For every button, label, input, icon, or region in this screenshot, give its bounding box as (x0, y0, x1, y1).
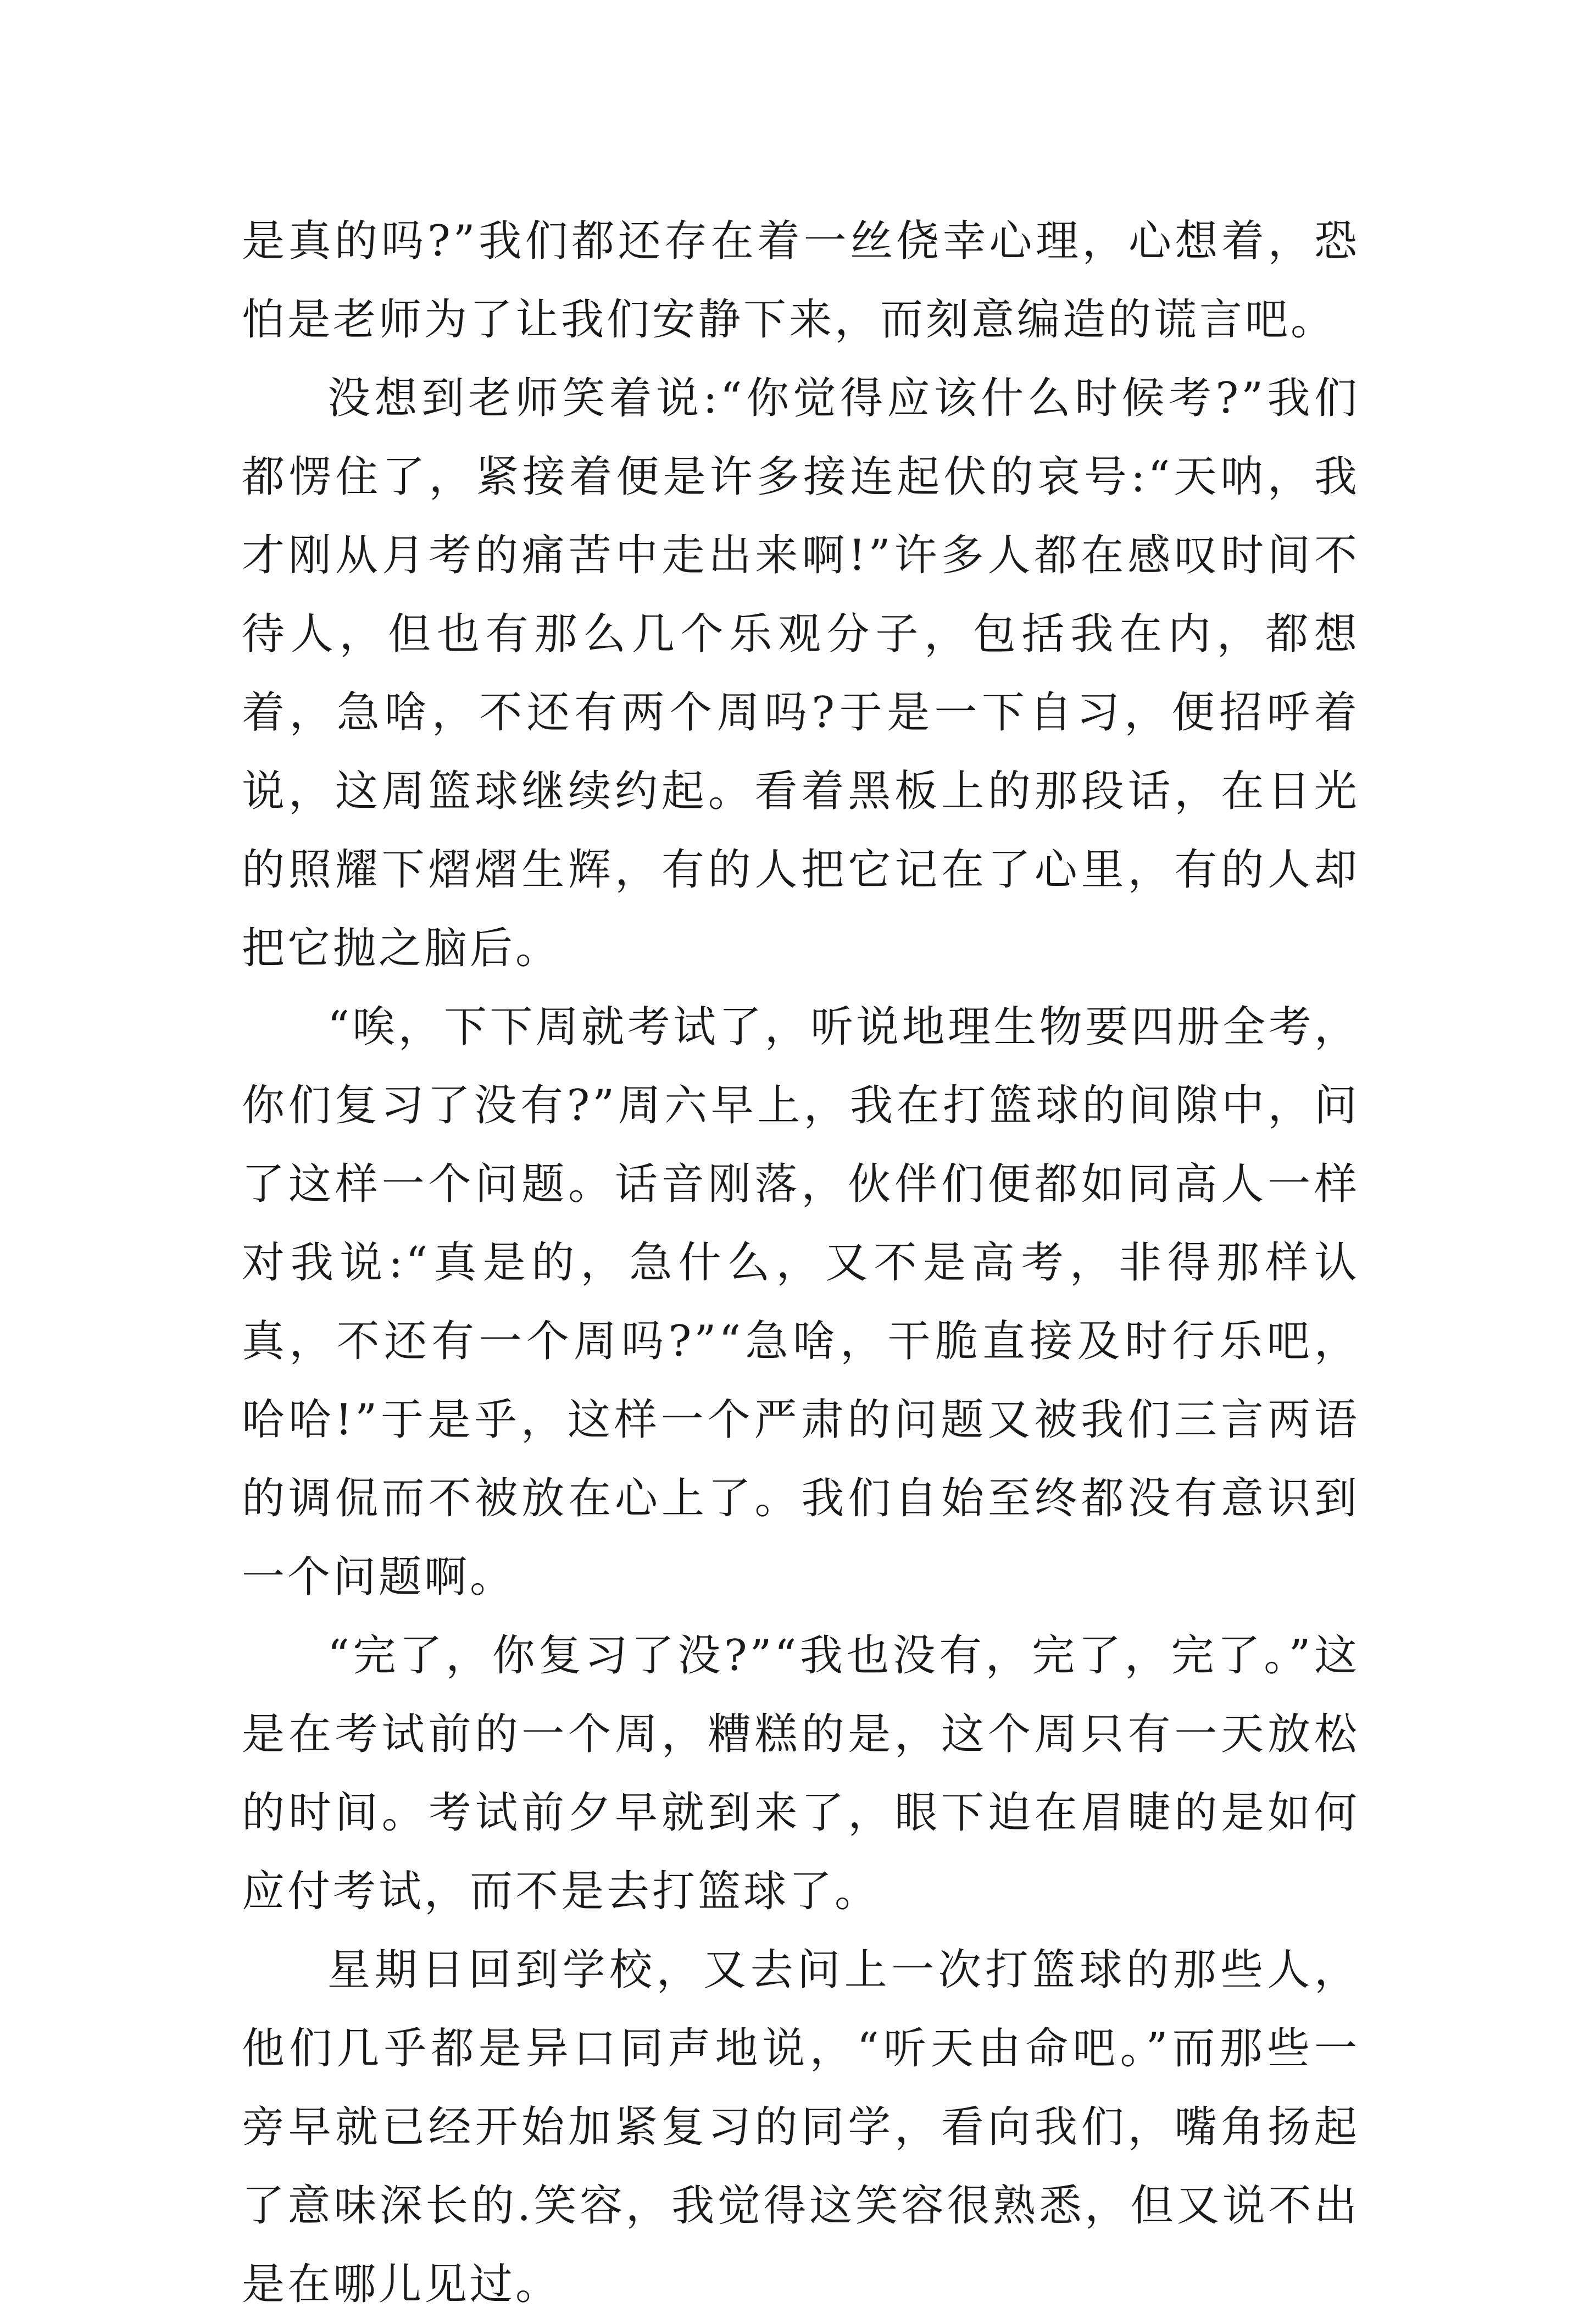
paragraph: “唉，下下周就考试了，听说地理生物要四册全考，你们复习了没有?”周六早上，我在打篮球的间隙中，问了这样一个问题。话音刚落，伙伴们便都如同高人一样对我说:“真是的，急什么，又不是高考，非得那样认真，不还有一个周吗?”“急啥，干脆直接及时行乐吧，哈哈!”于是乎，这样一个严肃的问题又被我们三言两语的调侃而不被放在心上了。我们自始至终都没有意识到一个问题啊。 (242, 1002, 1360, 1602)
paragraph: “完了，你复习了没?”“我也没有，完了，完了。”这是在考试前的一个周，糟糕的是，这个周只有一天放松的时间。考试前夕早就到来了，眼下迫在眉睫的是如何应付考试，而不是去打篮球了。 (242, 1631, 1360, 1916)
paragraph: 星期日回到学校，又去问上一次打篮球的那些人，他们几乎都是异口同声地说，“听天由命吧。”而那些一旁早就已经开始加紧复习的同学，看向我们，嘴角扬起了意味深长的.笑容，我觉得这笑容很熟悉，但又说不出是在哪儿见过。 (242, 1945, 1360, 2309)
paragraph-continuation: 是真的吗?”我们都还存在着一丝侥幸心理，心想着，恐怕是老师为了让我们安静下来，而刻意编造的谎言吧。 (242, 217, 1360, 345)
document-body (242, 202, 1360, 2324)
paragraph: 没想到老师笑着说:“你觉得应该什么时候考?”我们都愣住了，紧接着便是许多接连起伏的哀号:“天呐，我才刚从月考的痛苦中走出来啊!”许多人都在感叹时间不待人，但也有那么几个乐观分子，包括我在内，都想着，急啥，不还有两个周吗?于是一下自习，便招呼着说，这周篮球继续约起。看着黑板上的那段话，在日光的照耀下熠熠生辉，有的人把它记在了心里，有的人却把它抛之脑后。 (242, 374, 1360, 973)
